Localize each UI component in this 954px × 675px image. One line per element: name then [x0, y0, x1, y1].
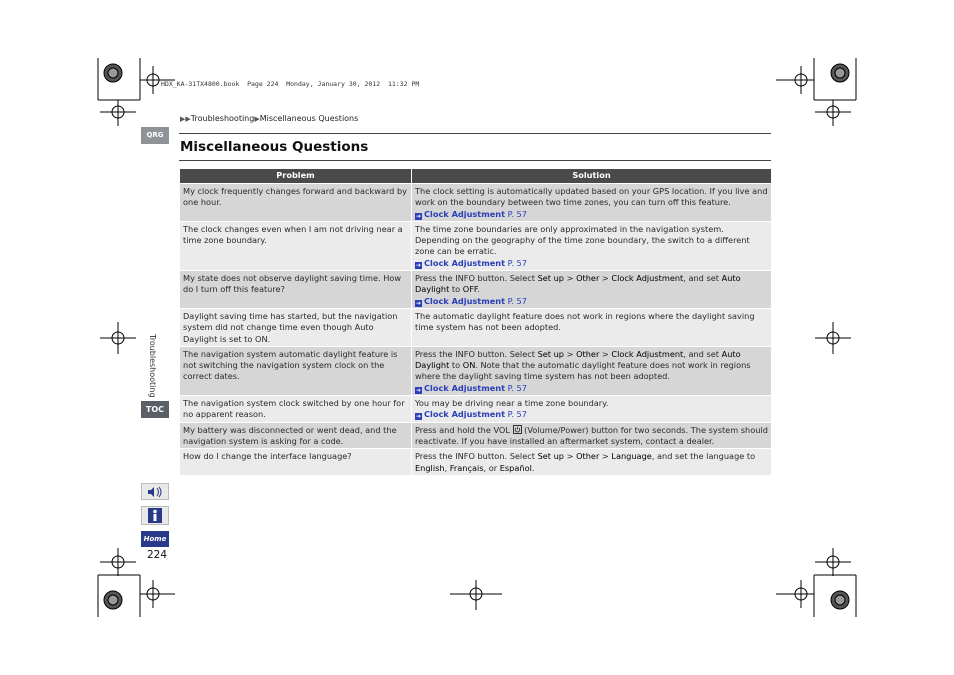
solution-text: to	[449, 360, 463, 371]
power-icon	[513, 425, 522, 435]
solution-text: >	[564, 273, 577, 284]
page-title: Miscellaneous Questions	[180, 139, 369, 155]
solution-text: >	[599, 348, 612, 359]
breadcrumb-arrow-icon: ▶▶	[180, 115, 191, 123]
reference-name: Clock Adjustment	[424, 409, 506, 420]
reference-arrow-icon: ➔	[415, 413, 422, 421]
menu-keyword: Français	[449, 462, 484, 473]
cross-reference-link[interactable]	[415, 258, 768, 269]
menu-keyword: Set up	[537, 273, 564, 284]
solution-text: The automatic daylight feature does not work in regions where the daylight saving time system has not been adopted.	[415, 310, 755, 333]
table-row	[180, 396, 772, 423]
table-row	[180, 422, 772, 449]
problem-cell: My battery was disconnected or went dead, and the navigation system is asking for a code.	[180, 422, 412, 449]
reference-page: P. 57	[507, 295, 527, 306]
cross-reference-link[interactable]	[415, 296, 768, 307]
table-row	[180, 346, 772, 395]
table-row	[180, 184, 772, 222]
solution-text: Press the INFO button. Select	[415, 273, 538, 284]
reference-page: P. 57	[507, 257, 527, 268]
table-row	[180, 308, 772, 346]
solution-text: >	[564, 348, 577, 359]
table-row	[180, 221, 772, 270]
menu-keyword: Auto Daylight	[415, 273, 741, 295]
solution-text: >	[564, 451, 577, 462]
solution-text: , and set	[683, 273, 722, 284]
title-rule-bottom	[179, 160, 771, 161]
solution-cell	[412, 396, 772, 423]
table-row	[180, 271, 772, 309]
menu-keyword: Other	[576, 348, 600, 359]
solution-text: , and set	[683, 348, 722, 359]
solution-text: to	[449, 284, 463, 295]
solution-text: Press the INFO button. Select	[415, 451, 538, 462]
solution-cell	[412, 271, 772, 309]
menu-keyword: Other	[576, 273, 600, 284]
problem-cell: The clock changes even when I am not driving near a time zone boundary.	[180, 221, 412, 270]
qrg-tab[interactable]: QRG	[141, 127, 169, 144]
solution-text: Press the INFO button. Select	[415, 348, 538, 359]
reference-name: Clock Adjustment	[424, 208, 506, 219]
reference-arrow-icon: ➔	[415, 386, 422, 394]
menu-keyword: Other	[576, 451, 600, 462]
home-label: Home	[143, 535, 167, 543]
solution-text: .	[477, 284, 480, 295]
cross-reference-link[interactable]	[415, 209, 768, 220]
menu-keyword: Set up	[537, 451, 564, 462]
faq-table	[179, 168, 772, 476]
cross-reference-link[interactable]	[415, 409, 768, 420]
reference-name: Clock Adjustment	[424, 382, 506, 393]
column-header-solution: Solution	[412, 169, 772, 184]
reference-arrow-icon: ➔	[415, 299, 422, 307]
menu-keyword: English	[415, 462, 445, 473]
problem-cell: How do I change the interface language?	[180, 449, 412, 476]
menu-keyword: ON	[462, 360, 476, 371]
toc-tab[interactable]: TOC	[141, 401, 169, 418]
page-number: 224	[147, 549, 168, 561]
solution-text: , or	[483, 462, 500, 473]
solution-text: . Note that the automatic daylight feature does not work in regions where the daylight saving time system has not been adopted.	[415, 360, 751, 382]
print-header: HDX_KA-31TX4800.book Page 224 Monday, January 30, 2012 11:32 PM	[161, 80, 420, 88]
breadcrumb	[180, 114, 358, 123]
solution-text: The time zone boundaries are only approximated in the navigation system. Depending on the geography of the time zone boundary, the switch to a different zone can be erratic.	[415, 223, 750, 257]
menu-keyword: Auto Daylight	[415, 348, 741, 371]
info-icon[interactable]	[141, 506, 169, 525]
reference-page: P. 57	[507, 208, 527, 219]
solution-text: The clock setting is automatically updated based on your GPS location. If you live and work on the boundary between two time zones, you can turn off this feature.	[415, 186, 768, 208]
reference-page: P. 57	[507, 409, 527, 420]
home-icon[interactable]	[141, 531, 169, 547]
solution-text: , and set the language to	[651, 451, 756, 462]
section-side-label: Troubleshooting	[148, 334, 157, 398]
solution-cell	[412, 346, 772, 395]
solution-text: >	[599, 451, 612, 462]
breadcrumb-section[interactable]: Troubleshooting	[190, 114, 255, 123]
menu-keyword: OFF	[462, 284, 478, 295]
breadcrumb-arrow-icon: ▶	[254, 115, 260, 123]
solution-text: You may be driving near a time zone boundary.	[415, 398, 609, 409]
solution-text: ,	[444, 462, 450, 473]
solution-cell	[412, 308, 772, 346]
problem-cell: My clock frequently changes forward and backward by one hour.	[180, 184, 412, 222]
menu-keyword: Clock Adjustment	[611, 348, 684, 359]
menu-keyword: Language	[611, 451, 652, 462]
reference-name: Clock Adjustment	[424, 295, 506, 306]
solution-text: Press and hold the VOL	[415, 424, 513, 435]
menu-keyword: Set up	[537, 348, 564, 359]
column-header-problem: Problem	[180, 169, 412, 184]
menu-keyword: Español	[499, 462, 532, 473]
reference-name: Clock Adjustment	[424, 257, 506, 268]
solution-cell	[412, 449, 772, 476]
breadcrumb-page: Miscellaneous Questions	[259, 114, 359, 123]
reference-page: P. 57	[507, 382, 527, 393]
solution-cell	[412, 221, 772, 270]
problem-cell: The navigation system automatic daylight feature is not switching the navigation system clock on the correct dates.	[180, 346, 412, 395]
reference-arrow-icon: ➔	[415, 212, 422, 220]
table-header-row	[180, 169, 772, 184]
voice-command-icon[interactable]	[141, 483, 169, 500]
solution-text: .	[531, 462, 535, 473]
title-rule-top	[179, 133, 771, 134]
cross-reference-link[interactable]	[415, 383, 768, 394]
problem-cell: The navigation system clock switched by one hour for no apparent reason.	[180, 396, 412, 423]
problem-cell: My state does not observe daylight saving time. How do I turn off this feature?	[180, 271, 412, 309]
solution-cell	[412, 184, 772, 222]
table-row	[180, 449, 772, 476]
solution-text: >	[599, 273, 612, 284]
solution-text: (Volume/Power) button for two seconds. The system should reactivate. If you have installed an aftermarket system, contact a dealer.	[415, 424, 768, 446]
solution-cell	[412, 422, 772, 449]
problem-cell: Daylight saving time has started, but the navigation system did not change time even though Auto Daylight is set to ON.	[180, 308, 412, 346]
reference-arrow-icon: ➔	[415, 261, 422, 269]
menu-keyword: Clock Adjustment	[611, 273, 684, 284]
